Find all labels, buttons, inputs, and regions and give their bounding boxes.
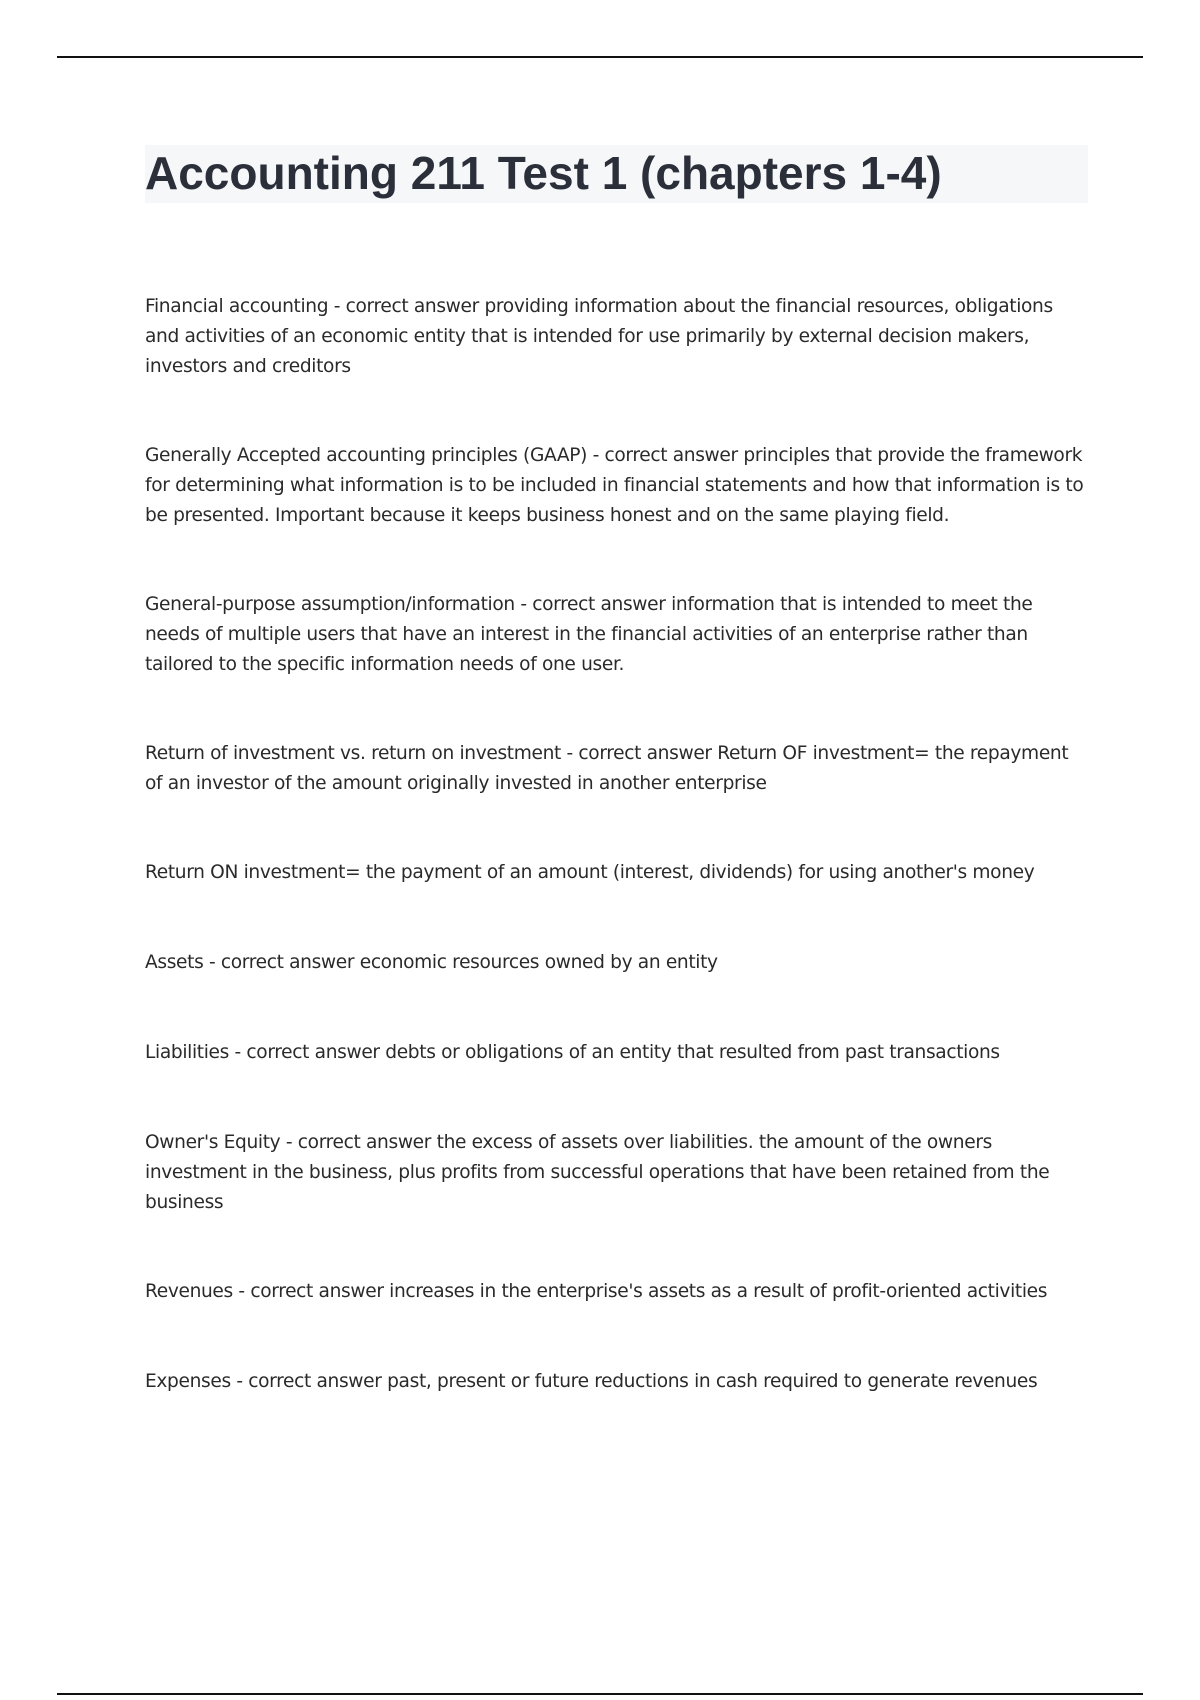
title-banner — [145, 145, 1088, 203]
definition-owners-equity: Owner's Equity - correct answer the excess of assets over liabilities. the amount of the owners investment in the business, plus profits from successful operations that have been retained from the business — [145, 1132, 1050, 1213]
definition-financial-accounting: Financial accounting - correct answer providing information about the financial resources, obligations and activities of an economic entity that is intended for use primarily by external decision makers, investors and creditors — [145, 296, 1053, 377]
definition-list — [145, 292, 1090, 1397]
definition-liabilities: Liabilities - correct answer debts or obligations of an entity that resulted from past transactions — [145, 1042, 1000, 1063]
definition-assets: Assets - correct answer economic resources owned by an entity — [145, 952, 718, 973]
definition-expenses: Expenses - correct answer past, present or future reductions in cash required to generate revenues — [145, 1371, 1038, 1392]
definition-revenues: Revenues - correct answer increases in the enterprise's assets as a result of profit-oriented activities — [145, 1281, 1048, 1302]
definition-return-on-investment: Return ON investment= the payment of an amount (interest, dividends) for using another's money — [145, 862, 1035, 883]
bottom-rule — [57, 1693, 1143, 1695]
definition-return-of-investment: Return of investment vs. return on investment - correct answer Return OF investment= the repayment of an investor of the amount originally invested in another enterprise — [145, 743, 1069, 794]
definition-gaap: Generally Accepted accounting principles (GAAP) - correct answer principles that provide the framework for determining what information is to be included in financial statements and how that information is to be presented. Important because it keeps business honest and on the same playing field. — [145, 445, 1084, 526]
top-rule — [57, 56, 1143, 58]
definition-general-purpose: General-purpose assumption/information - correct answer information that is intended to meet the needs of multiple users that have an interest in the financial activities of an enterprise rather than tailored to the specific information needs of one user. — [145, 594, 1033, 675]
page-title: Accounting 211 Test 1 (chapters 1-4) — [145, 147, 942, 199]
